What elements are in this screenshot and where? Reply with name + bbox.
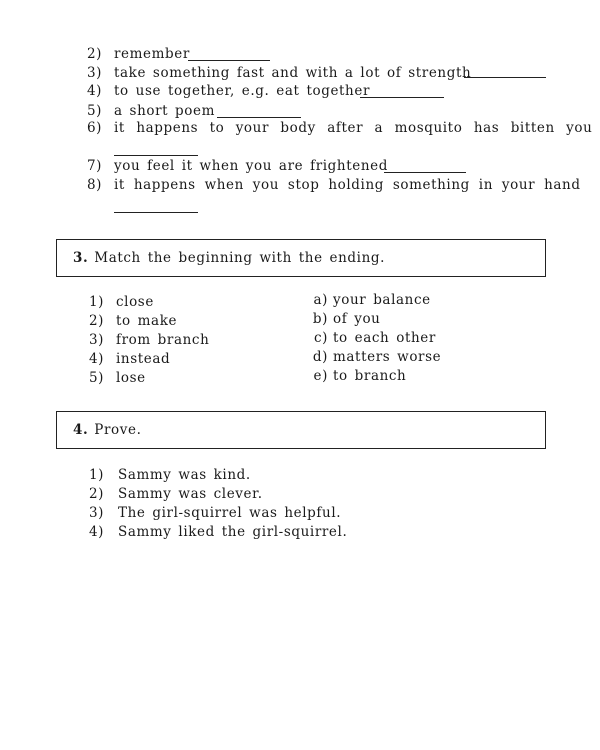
answer-blank[interactable] <box>360 97 444 98</box>
task-3-instruction: Match the beginning with the ending. <box>94 250 386 266</box>
item-text: to branch <box>333 368 407 384</box>
item-number: 4) <box>88 524 104 540</box>
item-text: to use together, e.g. eat together <box>114 83 370 99</box>
item-text: close <box>116 294 154 310</box>
item-number: 1) <box>88 467 104 483</box>
item-text: take something fast and with a lot of strength <box>114 65 472 81</box>
answer-blank[interactable] <box>217 117 301 118</box>
item-number: 5) <box>88 370 104 386</box>
answer-blank[interactable] <box>188 60 270 61</box>
item-number: 2) <box>88 486 104 502</box>
item-number: 6) <box>86 120 102 136</box>
task-3-number: 3. <box>73 250 89 266</box>
item-letter: e) <box>313 368 328 384</box>
item-number: 4) <box>88 351 104 367</box>
item-number: 7) <box>86 158 102 174</box>
item-text: Sammy was clever. <box>118 486 263 502</box>
item-number: 5) <box>86 103 102 119</box>
item-text: Sammy was kind. <box>118 467 251 483</box>
task-4-header <box>56 411 546 449</box>
item-number: 3) <box>88 505 104 521</box>
item-text: of you <box>333 311 381 327</box>
item-letter: d) <box>312 349 328 365</box>
item-text: your balance <box>333 292 431 308</box>
item-number: 3) <box>88 332 104 348</box>
item-number: 4) <box>86 83 102 99</box>
item-number: 8) <box>86 177 102 193</box>
task-4-instruction: Prove. <box>94 422 142 438</box>
item-text: a short poem <box>114 103 216 119</box>
answer-blank[interactable] <box>114 212 198 213</box>
task-3-title <box>73 250 385 266</box>
answer-blank[interactable] <box>464 77 546 78</box>
answer-blank[interactable] <box>384 172 466 173</box>
item-text: from branch <box>116 332 210 348</box>
item-letter: b) <box>312 311 328 327</box>
item-text: instead <box>116 351 171 367</box>
task-3-header <box>56 239 546 277</box>
item-text: you feel it when you are frightened <box>114 158 388 174</box>
item-number: 3) <box>86 65 102 81</box>
item-number: 2) <box>88 313 104 329</box>
item-text: Sammy liked the girl-squirrel. <box>118 524 348 540</box>
item-text: it happens when you stop holding something in your hand <box>114 177 581 193</box>
answer-blank[interactable] <box>114 155 198 156</box>
item-letter: c) <box>313 330 328 346</box>
item-text: it happens to your body after a mosquito has bitten you <box>114 120 593 136</box>
item-text: to each other <box>333 330 436 346</box>
item-text: lose <box>116 370 146 386</box>
item-number: 1) <box>88 294 104 310</box>
item-text: The girl-squirrel was helpful. <box>118 505 342 521</box>
item-text: matters worse <box>333 349 442 365</box>
task-4-title <box>73 422 141 438</box>
task-4-number: 4. <box>73 422 89 438</box>
item-text: remember <box>114 46 190 62</box>
item-number: 2) <box>86 46 102 62</box>
item-text: to make <box>116 313 178 329</box>
item-letter: a) <box>313 292 328 308</box>
